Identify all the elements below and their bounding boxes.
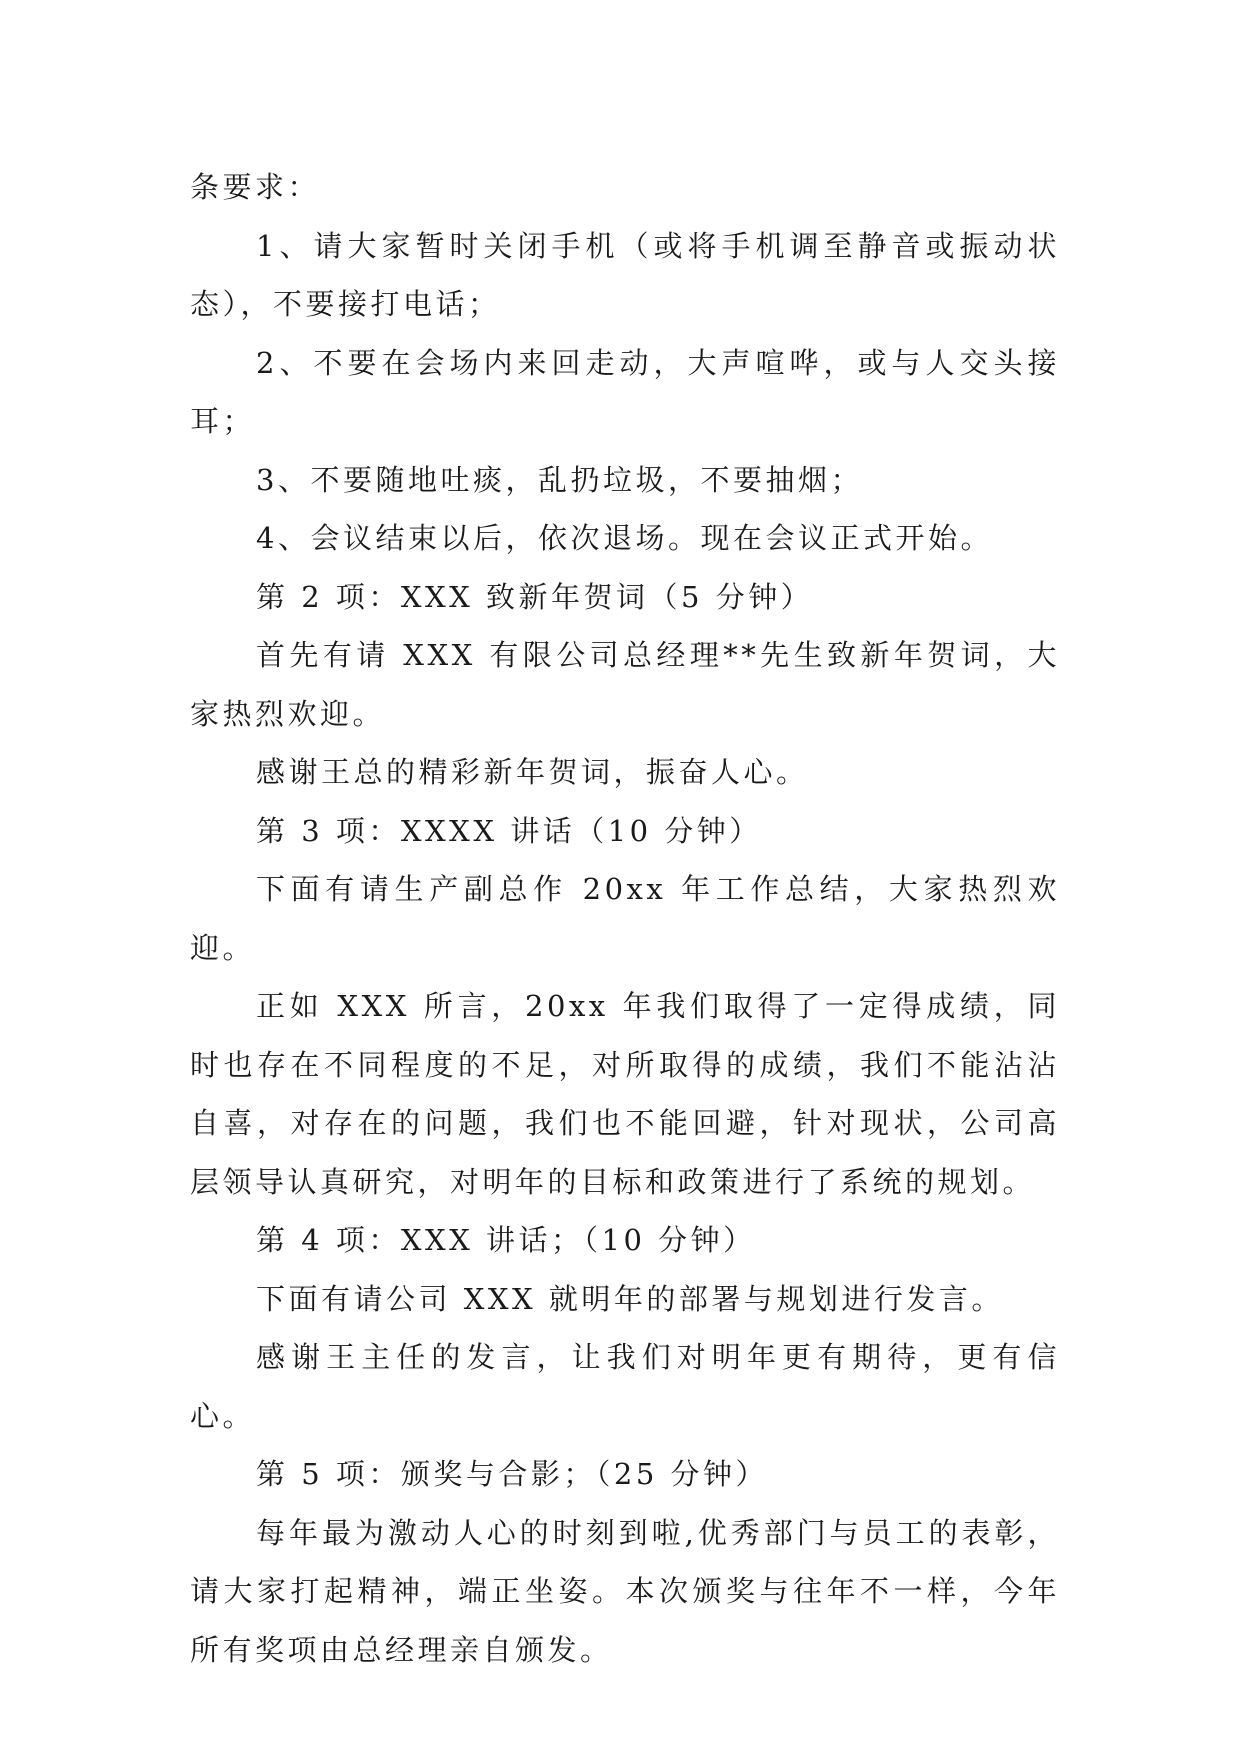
paragraph-new-year-greeting: 首先有请 XXX 有限公司总经理**先生致新年贺词，大家热烈欢迎。	[190, 638, 1060, 731]
paragraph-achievements: 正如 XXX 所言，20xx 年我们取得了一定得成绩，同时也存在不同程度的不足，对所取得的成绩，我们不能沾沾自喜，对存在的问题，我们也不能回避，针对现状，公司高层领导认真研究，对明年的目标和政策进行了系统的规划。	[190, 989, 1060, 1199]
paragraph-rule-2: 2、不要在会场内来回走动，大声喧哗，或与人交头接耳；	[190, 345, 1060, 438]
agenda-item-4-heading: 第 4 项：XXX 讲话；（10 分钟）	[256, 1223, 756, 1257]
paragraph-work-summary: 下面有请生产副总作 20xx 年工作总结，大家热烈欢迎。	[190, 872, 1060, 965]
paragraph-awards: 每年最为激动人心的时刻到啦,优秀部门与员工的表彰，请大家打起精神，端正坐姿。本次颁奖与往年不一样，今年所有奖项由总经理亲自颁发。	[190, 1515, 1060, 1667]
paragraph-rule-4: 4、会议结束以后，依次退场。现在会议正式开始。	[256, 521, 993, 555]
paragraph-thanks-ceo: 感谢王总的精彩新年贺词，振奋人心。	[256, 755, 809, 789]
paragraph-requirements-tail: 条要求：	[190, 170, 321, 204]
agenda-item-2-heading: 第 2 项：XXX 致新年贺词（5 分钟）	[256, 579, 814, 614]
document-body	[190, 158, 1060, 1679]
paragraph-planning-speech: 下面有请公司 XXX 就明年的部署与规划进行发言。	[256, 1281, 1004, 1316]
agenda-item-3-heading: 第 3 项：XXXX 讲话（10 分钟）	[256, 813, 762, 848]
paragraph-rule-1: 1、请大家暂时关闭手机（或将手机调至静音或振动状态），不要接打电话；	[190, 228, 1060, 321]
agenda-item-5-heading: 第 5 项：颁奖与合影；（25 分钟）	[256, 1457, 769, 1491]
paragraph-thanks-director: 感谢王主任的发言，让我们对明年更有期待，更有信心。	[190, 1340, 1060, 1433]
paragraph-rule-3: 3、不要随地吐痰，乱扔垃圾，不要抽烟；	[256, 462, 863, 497]
